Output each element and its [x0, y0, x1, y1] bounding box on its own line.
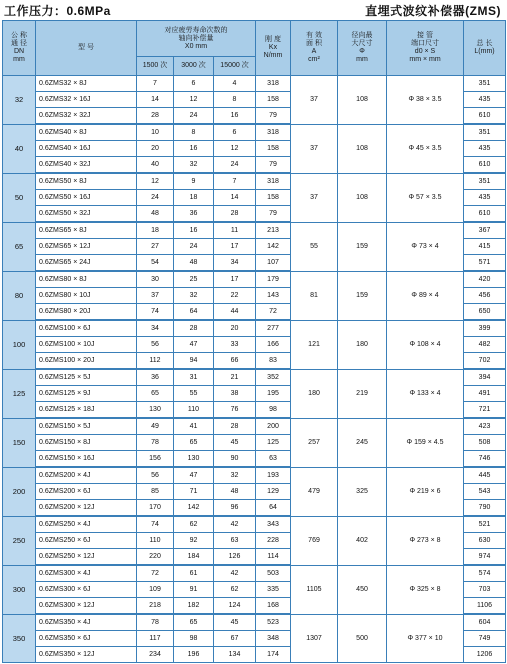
header-stiffness: 刚 度 Kx N/mm: [256, 21, 291, 76]
model-cell: 0.6ZMS150 × 5J: [36, 418, 137, 435]
total-length-cell: 351: [464, 76, 506, 92]
total-length-cell: 394: [464, 369, 506, 386]
compensation-3000-cell: 32: [174, 288, 214, 304]
header-dn: 公 称 通 径 DN mm: [3, 21, 36, 76]
stiffness-cell: 72: [256, 304, 291, 321]
model-cell: 0.6ZMS80 × 8J: [36, 271, 137, 288]
compensation-3000-cell: 47: [174, 337, 214, 353]
compensation-1500-cell: 30: [137, 271, 174, 288]
stiffness-cell: 318: [256, 124, 291, 141]
compensation-15000-cell: 7: [214, 173, 256, 190]
max-diameter-cell: 219: [338, 369, 387, 418]
spec-table-body: [3, 76, 506, 663]
compensation-1500-cell: 234: [137, 647, 174, 663]
compensation-1500-cell: 34: [137, 320, 174, 337]
model-cell: 0.6ZMS32 × 16J: [36, 92, 137, 108]
max-diameter-cell: 500: [338, 614, 387, 663]
model-cell: 0.6ZMS65 × 8J: [36, 222, 137, 239]
total-length-cell: 491: [464, 386, 506, 402]
total-length-cell: 746: [464, 451, 506, 468]
compensation-3000-cell: 182: [174, 598, 214, 615]
compensation-1500-cell: 56: [137, 467, 174, 484]
nozzle-size-cell: Φ 73 × 4: [387, 222, 464, 271]
compensation-1500-cell: 85: [137, 484, 174, 500]
model-cell: 0.6ZMS200 × 12J: [36, 500, 137, 517]
model-cell: 0.6ZMS350 × 6J: [36, 631, 137, 647]
model-cell: 0.6ZMS40 × 32J: [36, 157, 137, 174]
compensation-3000-cell: 8: [174, 124, 214, 141]
header-3000-cycles: 3000 次: [174, 57, 214, 76]
compensation-15000-cell: 66: [214, 353, 256, 370]
compensation-15000-cell: 63: [214, 533, 256, 549]
model-cell: 0.6ZMS80 × 20J: [36, 304, 137, 321]
dn-cell: 100: [3, 320, 36, 369]
compensation-15000-cell: 11: [214, 222, 256, 239]
compensation-15000-cell: 38: [214, 386, 256, 402]
compensation-1500-cell: 10: [137, 124, 174, 141]
product-title: 直埋式波纹补偿器(ZMS): [365, 4, 501, 18]
effective-area-cell: 37: [291, 76, 338, 125]
total-length-cell: 351: [464, 124, 506, 141]
stiffness-cell: 200: [256, 418, 291, 435]
model-cell: 0.6ZMS80 × 10J: [36, 288, 137, 304]
compensation-15000-cell: 4: [214, 76, 256, 92]
model-cell: 0.6ZMS100 × 6J: [36, 320, 137, 337]
compensation-3000-cell: 41: [174, 418, 214, 435]
total-length-cell: 456: [464, 288, 506, 304]
compensation-15000-cell: 28: [214, 206, 256, 223]
model-cell: 0.6ZMS125 × 18J: [36, 402, 137, 419]
total-length-cell: 702: [464, 353, 506, 370]
model-cell: 0.6ZMS300 × 12J: [36, 598, 137, 615]
table-row: [3, 565, 506, 582]
header-15000-cycles: 15000 次: [214, 57, 256, 76]
max-diameter-cell: 402: [338, 516, 387, 565]
compensation-1500-cell: 117: [137, 631, 174, 647]
max-diameter-cell: 159: [338, 222, 387, 271]
compensation-3000-cell: 24: [174, 108, 214, 125]
nozzle-size-cell: Φ 133 × 4: [387, 369, 464, 418]
effective-area-cell: 1105: [291, 565, 338, 614]
table-row: [3, 76, 506, 92]
compensation-3000-cell: 62: [174, 516, 214, 533]
model-cell: 0.6ZMS150 × 8J: [36, 435, 137, 451]
compensation-1500-cell: 109: [137, 582, 174, 598]
compensation-1500-cell: 40: [137, 157, 174, 174]
total-length-cell: 1206: [464, 647, 506, 663]
compensation-1500-cell: 74: [137, 304, 174, 321]
compensation-1500-cell: 36: [137, 369, 174, 386]
compensation-15000-cell: 44: [214, 304, 256, 321]
compensation-1500-cell: 37: [137, 288, 174, 304]
stiffness-cell: 352: [256, 369, 291, 386]
total-length-cell: 721: [464, 402, 506, 419]
table-row: [3, 614, 506, 631]
compensation-3000-cell: 32: [174, 157, 214, 174]
total-length-cell: 703: [464, 582, 506, 598]
compensation-15000-cell: 16: [214, 108, 256, 125]
compensation-15000-cell: 24: [214, 157, 256, 174]
compensation-1500-cell: 156: [137, 451, 174, 468]
total-length-cell: 630: [464, 533, 506, 549]
stiffness-cell: 228: [256, 533, 291, 549]
compensation-3000-cell: 24: [174, 239, 214, 255]
table-row: [3, 467, 506, 484]
compensation-15000-cell: 96: [214, 500, 256, 517]
dn-cell: 300: [3, 565, 36, 614]
dn-cell: 200: [3, 467, 36, 516]
compensation-1500-cell: 220: [137, 549, 174, 566]
compensation-1500-cell: 65: [137, 386, 174, 402]
compensation-1500-cell: 20: [137, 141, 174, 157]
max-diameter-cell: 108: [338, 76, 387, 125]
total-length-cell: 445: [464, 467, 506, 484]
effective-area-cell: 257: [291, 418, 338, 467]
table-row: [3, 271, 506, 288]
compensation-15000-cell: 33: [214, 337, 256, 353]
dn-cell: 150: [3, 418, 36, 467]
compensation-3000-cell: 9: [174, 173, 214, 190]
model-cell: 0.6ZMS300 × 4J: [36, 565, 137, 582]
effective-area-cell: 81: [291, 271, 338, 320]
compensation-3000-cell: 28: [174, 320, 214, 337]
dn-cell: 250: [3, 516, 36, 565]
compensation-3000-cell: 65: [174, 614, 214, 631]
compensation-15000-cell: 22: [214, 288, 256, 304]
stiffness-cell: 318: [256, 76, 291, 92]
compensation-3000-cell: 92: [174, 533, 214, 549]
model-cell: 0.6ZMS125 × 5J: [36, 369, 137, 386]
model-cell: 0.6ZMS32 × 8J: [36, 76, 137, 92]
compensation-15000-cell: 17: [214, 271, 256, 288]
compensation-3000-cell: 130: [174, 451, 214, 468]
stiffness-cell: 335: [256, 582, 291, 598]
dn-cell: 350: [3, 614, 36, 663]
max-diameter-cell: 159: [338, 271, 387, 320]
effective-area-cell: 180: [291, 369, 338, 418]
total-length-cell: 610: [464, 108, 506, 125]
effective-area-cell: 55: [291, 222, 338, 271]
model-cell: 0.6ZMS50 × 8J: [36, 173, 137, 190]
compensation-1500-cell: 110: [137, 533, 174, 549]
compensation-15000-cell: 20: [214, 320, 256, 337]
stiffness-cell: 79: [256, 108, 291, 125]
model-cell: 0.6ZMS100 × 10J: [36, 337, 137, 353]
compensation-15000-cell: 90: [214, 451, 256, 468]
stiffness-cell: 168: [256, 598, 291, 615]
total-length-cell: 521: [464, 516, 506, 533]
compensation-1500-cell: 54: [137, 255, 174, 272]
compensation-3000-cell: 142: [174, 500, 214, 517]
effective-area-cell: 1307: [291, 614, 338, 663]
max-diameter-cell: 325: [338, 467, 387, 516]
compensation-1500-cell: 7: [137, 76, 174, 92]
table-row: [3, 369, 506, 386]
total-length-cell: 610: [464, 206, 506, 223]
stiffness-cell: 523: [256, 614, 291, 631]
total-length-cell: 790: [464, 500, 506, 517]
compensation-15000-cell: 48: [214, 484, 256, 500]
compensation-3000-cell: 184: [174, 549, 214, 566]
compensation-1500-cell: 24: [137, 190, 174, 206]
compensation-1500-cell: 74: [137, 516, 174, 533]
compensation-15000-cell: 42: [214, 516, 256, 533]
total-length-cell: 974: [464, 549, 506, 566]
stiffness-cell: 348: [256, 631, 291, 647]
compensation-15000-cell: 42: [214, 565, 256, 582]
compensation-3000-cell: 6: [174, 76, 214, 92]
total-length-cell: 749: [464, 631, 506, 647]
stiffness-cell: 277: [256, 320, 291, 337]
compensation-3000-cell: 94: [174, 353, 214, 370]
header-axial-compensation: 对应疲劳寿命次数的 轴向补偿量 X0 mm: [137, 21, 256, 57]
total-length-cell: 610: [464, 157, 506, 174]
compensation-1500-cell: 72: [137, 565, 174, 582]
compensation-1500-cell: 27: [137, 239, 174, 255]
stiffness-cell: 63: [256, 451, 291, 468]
compensation-15000-cell: 6: [214, 124, 256, 141]
dn-cell: 125: [3, 369, 36, 418]
compensation-3000-cell: 36: [174, 206, 214, 223]
stiffness-cell: 129: [256, 484, 291, 500]
compensation-3000-cell: 65: [174, 435, 214, 451]
nozzle-size-cell: Φ 325 × 8: [387, 565, 464, 614]
stiffness-cell: 114: [256, 549, 291, 566]
nozzle-size-cell: Φ 38 × 3.5: [387, 76, 464, 125]
total-length-cell: 367: [464, 222, 506, 239]
nozzle-size-cell: Φ 45 × 3.5: [387, 124, 464, 173]
compensation-15000-cell: 67: [214, 631, 256, 647]
compensation-3000-cell: 47: [174, 467, 214, 484]
compensation-1500-cell: 49: [137, 418, 174, 435]
compensation-15000-cell: 124: [214, 598, 256, 615]
model-cell: 0.6ZMS50 × 16J: [36, 190, 137, 206]
stiffness-cell: 143: [256, 288, 291, 304]
stiffness-cell: 98: [256, 402, 291, 419]
dn-cell: 80: [3, 271, 36, 320]
total-length-cell: 415: [464, 239, 506, 255]
table-row: [3, 320, 506, 337]
table-row: [3, 516, 506, 533]
compensation-3000-cell: 110: [174, 402, 214, 419]
compensation-1500-cell: 78: [137, 614, 174, 631]
compensation-1500-cell: 170: [137, 500, 174, 517]
stiffness-cell: 318: [256, 173, 291, 190]
compensation-15000-cell: 17: [214, 239, 256, 255]
total-length-cell: 435: [464, 190, 506, 206]
model-cell: 0.6ZMS300 × 6J: [36, 582, 137, 598]
total-length-cell: 604: [464, 614, 506, 631]
model-cell: 0.6ZMS65 × 12J: [36, 239, 137, 255]
stiffness-cell: 83: [256, 353, 291, 370]
compensation-15000-cell: 28: [214, 418, 256, 435]
max-diameter-cell: 108: [338, 173, 387, 222]
effective-area-cell: 769: [291, 516, 338, 565]
stiffness-cell: 193: [256, 467, 291, 484]
working-pressure-title: 工作压力：0.6MPa: [4, 4, 111, 18]
stiffness-cell: 158: [256, 190, 291, 206]
header-model: 型 号: [36, 21, 137, 76]
compensation-3000-cell: 55: [174, 386, 214, 402]
dn-cell: 65: [3, 222, 36, 271]
compensation-3000-cell: 91: [174, 582, 214, 598]
compensation-15000-cell: 8: [214, 92, 256, 108]
model-cell: 0.6ZMS350 × 12J: [36, 647, 137, 663]
compensation-3000-cell: 98: [174, 631, 214, 647]
model-cell: 0.6ZMS65 × 24J: [36, 255, 137, 272]
model-cell: 0.6ZMS200 × 6J: [36, 484, 137, 500]
stiffness-cell: 195: [256, 386, 291, 402]
stiffness-cell: 503: [256, 565, 291, 582]
compensation-3000-cell: 31: [174, 369, 214, 386]
compensation-15000-cell: 32: [214, 467, 256, 484]
effective-area-cell: 121: [291, 320, 338, 369]
compensation-15000-cell: 12: [214, 141, 256, 157]
model-cell: 0.6ZMS250 × 12J: [36, 549, 137, 566]
total-length-cell: 1106: [464, 598, 506, 615]
compensation-3000-cell: 61: [174, 565, 214, 582]
total-length-cell: 571: [464, 255, 506, 272]
compensation-1500-cell: 28: [137, 108, 174, 125]
stiffness-cell: 213: [256, 222, 291, 239]
effective-area-cell: 37: [291, 124, 338, 173]
stiffness-cell: 174: [256, 647, 291, 663]
stiffness-cell: 64: [256, 500, 291, 517]
effective-area-cell: 479: [291, 467, 338, 516]
model-cell: 0.6ZMS40 × 8J: [36, 124, 137, 141]
max-diameter-cell: 180: [338, 320, 387, 369]
compensation-1500-cell: 14: [137, 92, 174, 108]
header-max-diameter: 径向最 大尺寸 Φ mm: [338, 21, 387, 76]
model-cell: 0.6ZMS150 × 16J: [36, 451, 137, 468]
header-total-length: 总 长 L(mm): [464, 21, 506, 76]
total-length-cell: 650: [464, 304, 506, 321]
model-cell: 0.6ZMS250 × 6J: [36, 533, 137, 549]
compensation-15000-cell: 134: [214, 647, 256, 663]
total-length-cell: 543: [464, 484, 506, 500]
max-diameter-cell: 450: [338, 565, 387, 614]
model-cell: 0.6ZMS32 × 32J: [36, 108, 137, 125]
total-length-cell: 574: [464, 565, 506, 582]
compensation-1500-cell: 12: [137, 173, 174, 190]
model-cell: 0.6ZMS200 × 4J: [36, 467, 137, 484]
stiffness-cell: 343: [256, 516, 291, 533]
stiffness-cell: 142: [256, 239, 291, 255]
max-diameter-cell: 245: [338, 418, 387, 467]
model-cell: 0.6ZMS350 × 4J: [36, 614, 137, 631]
dn-cell: 50: [3, 173, 36, 222]
model-cell: 0.6ZMS250 × 4J: [36, 516, 137, 533]
compensation-15000-cell: 76: [214, 402, 256, 419]
compensation-1500-cell: 56: [137, 337, 174, 353]
table-row: [3, 222, 506, 239]
compensation-15000-cell: 14: [214, 190, 256, 206]
stiffness-cell: 79: [256, 157, 291, 174]
compensation-1500-cell: 48: [137, 206, 174, 223]
dn-cell: 32: [3, 76, 36, 125]
model-cell: 0.6ZMS125 × 9J: [36, 386, 137, 402]
nozzle-size-cell: Φ 89 × 4: [387, 271, 464, 320]
nozzle-size-cell: Φ 219 × 6: [387, 467, 464, 516]
compensation-1500-cell: 218: [137, 598, 174, 615]
nozzle-size-cell: Φ 108 × 4: [387, 320, 464, 369]
compensation-15000-cell: 34: [214, 255, 256, 272]
compensation-15000-cell: 45: [214, 614, 256, 631]
stiffness-cell: 158: [256, 92, 291, 108]
model-cell: 0.6ZMS40 × 16J: [36, 141, 137, 157]
compensation-15000-cell: 62: [214, 582, 256, 598]
dn-cell: 40: [3, 124, 36, 173]
model-cell: 0.6ZMS100 × 20J: [36, 353, 137, 370]
total-length-cell: 508: [464, 435, 506, 451]
compensation-15000-cell: 45: [214, 435, 256, 451]
spec-table: [2, 20, 506, 663]
nozzle-size-cell: Φ 377 × 10: [387, 614, 464, 663]
stiffness-cell: 158: [256, 141, 291, 157]
total-length-cell: 351: [464, 173, 506, 190]
compensation-3000-cell: 196: [174, 647, 214, 663]
compensation-3000-cell: 12: [174, 92, 214, 108]
total-length-cell: 435: [464, 141, 506, 157]
header-effective-area: 有 效 面 积 A cm²: [291, 21, 338, 76]
compensation-3000-cell: 64: [174, 304, 214, 321]
stiffness-cell: 166: [256, 337, 291, 353]
nozzle-size-cell: Φ 159 × 4.5: [387, 418, 464, 467]
total-length-cell: 423: [464, 418, 506, 435]
compensation-1500-cell: 78: [137, 435, 174, 451]
total-length-cell: 399: [464, 320, 506, 337]
model-cell: 0.6ZMS50 × 32J: [36, 206, 137, 223]
spec-table-wrapper: [2, 20, 505, 663]
nozzle-size-cell: Φ 57 × 3.5: [387, 173, 464, 222]
compensation-1500-cell: 130: [137, 402, 174, 419]
total-length-cell: 435: [464, 92, 506, 108]
stiffness-cell: 125: [256, 435, 291, 451]
compensation-3000-cell: 18: [174, 190, 214, 206]
stiffness-cell: 79: [256, 206, 291, 223]
max-diameter-cell: 108: [338, 124, 387, 173]
compensation-3000-cell: 16: [174, 222, 214, 239]
nozzle-size-cell: Φ 273 × 8: [387, 516, 464, 565]
effective-area-cell: 37: [291, 173, 338, 222]
table-row: [3, 124, 506, 141]
table-row: [3, 173, 506, 190]
table-row: [3, 418, 506, 435]
compensation-3000-cell: 16: [174, 141, 214, 157]
header-1500-cycles: 1500 次: [137, 57, 174, 76]
compensation-1500-cell: 112: [137, 353, 174, 370]
compensation-15000-cell: 21: [214, 369, 256, 386]
stiffness-cell: 179: [256, 271, 291, 288]
compensation-1500-cell: 18: [137, 222, 174, 239]
compensation-3000-cell: 48: [174, 255, 214, 272]
compensation-3000-cell: 25: [174, 271, 214, 288]
total-length-cell: 482: [464, 337, 506, 353]
compensation-15000-cell: 126: [214, 549, 256, 566]
compensation-3000-cell: 71: [174, 484, 214, 500]
stiffness-cell: 107: [256, 255, 291, 272]
total-length-cell: 420: [464, 271, 506, 288]
header-nozzle-size: 接 管 端口尺寸 d0 × S mm × mm: [387, 21, 464, 76]
